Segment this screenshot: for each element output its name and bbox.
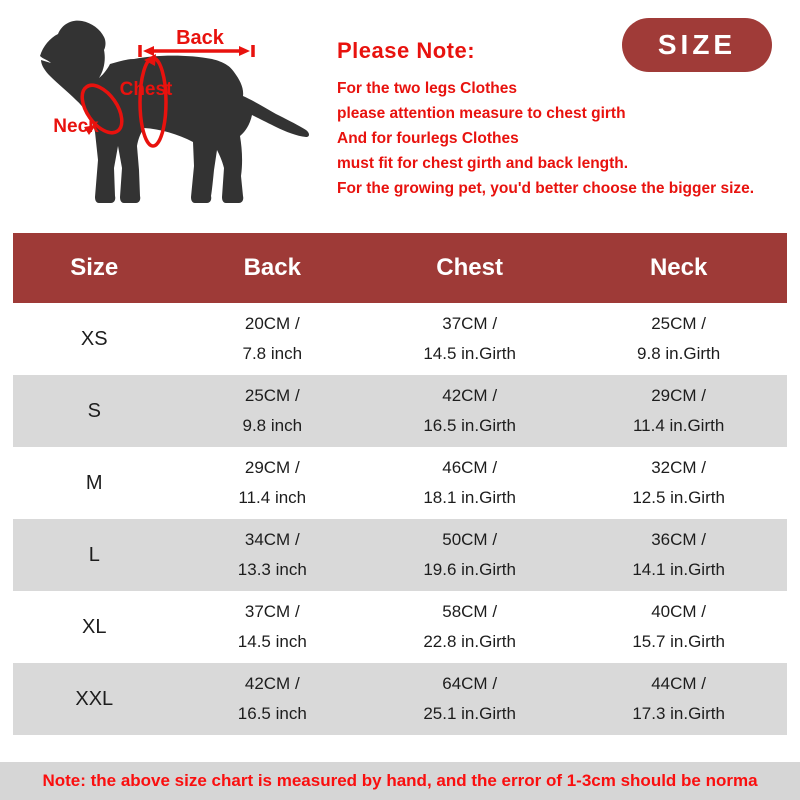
size-cell: [13, 591, 176, 663]
back-cm: 25CM /: [244, 386, 300, 405]
table-row-xl: [13, 591, 787, 663]
neck-inch: 11.4 in.Girth: [632, 416, 725, 435]
chest-label: Chest: [119, 79, 173, 100]
back-cell: [176, 663, 370, 735]
size-table: [13, 233, 787, 735]
table-header-row: [13, 233, 787, 303]
back-label: Back: [176, 27, 224, 49]
header-neck: Neck: [649, 254, 708, 281]
size-cell: [13, 519, 176, 591]
chest-inch: 25.1 in.Girth: [423, 704, 516, 723]
back-cm: 37CM /: [244, 602, 300, 621]
neck-cm: 40CM /: [651, 602, 707, 621]
back-inch: 16.5 inch: [237, 704, 307, 723]
back-cell: [176, 591, 370, 663]
size-cell: [13, 375, 176, 447]
table-row-xxl: [13, 663, 787, 735]
neck-cell: [570, 303, 787, 375]
note-line: And for fourlegs Clothes: [337, 130, 519, 147]
neck-cm: 32CM /: [651, 458, 707, 477]
back-inch: 7.8 inch: [242, 344, 303, 363]
table-row-xs: [13, 303, 787, 375]
size-value: XS: [80, 328, 108, 350]
back-inch: 14.5 inch: [237, 632, 307, 651]
neck-cm: 25CM /: [651, 314, 707, 333]
neck-cm: 44CM /: [651, 674, 707, 693]
table-row-l: [13, 519, 787, 591]
size-value: XL: [82, 616, 107, 638]
back-cell: [176, 375, 370, 447]
back-cm: 42CM /: [244, 674, 300, 693]
header-back: Back: [243, 254, 301, 281]
note-line: must fit for chest girth and back length.: [337, 155, 629, 172]
neck-inch: 17.3 in.Girth: [632, 704, 725, 723]
back-inch: 9.8 inch: [242, 416, 303, 435]
neck-cm: 36CM /: [651, 530, 707, 549]
chest-cm: 37CM /: [442, 314, 498, 333]
chest-inch: 16.5 in.Girth: [423, 416, 516, 435]
header-size: Size: [70, 254, 119, 281]
size-value: M: [85, 472, 103, 494]
size-value: XXL: [75, 688, 114, 710]
note-line: For the two legs Clothes: [337, 80, 517, 97]
chest-cell: [369, 303, 570, 375]
chest-cm: 46CM /: [442, 458, 498, 477]
size-value: L: [88, 544, 100, 566]
neck-label: Neck: [53, 116, 99, 137]
back-inch: 13.3 inch: [237, 560, 307, 579]
chest-cell: [369, 591, 570, 663]
please-note-title: Please Note:: [337, 38, 476, 63]
back-cell: [176, 519, 370, 591]
back-cm: 29CM /: [244, 458, 300, 477]
back-cm: 20CM /: [244, 314, 300, 333]
chest-cm: 58CM /: [442, 602, 498, 621]
header-chest: Chest: [436, 254, 503, 281]
chest-cell: [369, 447, 570, 519]
back-cell: [176, 447, 370, 519]
chest-inch: 18.1 in.Girth: [423, 488, 516, 507]
neck-cm: 29CM /: [651, 386, 707, 405]
back-cm: 34CM /: [244, 530, 300, 549]
chest-inch: 19.6 in.Girth: [423, 560, 516, 579]
chest-cell: [369, 663, 570, 735]
size-cell: [13, 663, 176, 735]
neck-inch: 14.1 in.Girth: [632, 560, 725, 579]
chest-cell: [369, 375, 570, 447]
note-line: For the growing pet, you'd better choose the bigger size.: [337, 180, 755, 197]
chest-inch: 14.5 in.Girth: [423, 344, 516, 363]
chest-cm: 50CM /: [442, 530, 498, 549]
size-cell: [13, 303, 176, 375]
dog-measurement-diagram: [30, 10, 330, 220]
size-badge: [622, 18, 772, 72]
chest-cm: 42CM /: [442, 386, 498, 405]
size-value: S: [87, 400, 101, 422]
table-row-m: [13, 447, 787, 519]
chest-cm: 64CM /: [442, 674, 498, 693]
neck-cell: [570, 375, 787, 447]
back-inch: 11.4 inch: [238, 488, 307, 507]
back-cell: [176, 303, 370, 375]
neck-inch: 12.5 in.Girth: [632, 488, 725, 507]
table-row-s: [13, 375, 787, 447]
neck-cell: [570, 447, 787, 519]
dog-silhouette: [40, 21, 309, 203]
neck-cell: [570, 663, 787, 735]
size-badge-label: SIZE: [657, 29, 737, 60]
footer-note-text: Note: the above size chart is measured by hand, and the error of 1-3cm should be norma: [42, 771, 758, 790]
neck-cell: [570, 591, 787, 663]
footer-note-bar: [0, 762, 800, 800]
neck-inch: 15.7 in.Girth: [632, 632, 725, 651]
size-cell: [13, 447, 176, 519]
chest-cell: [369, 519, 570, 591]
note-line: please attention measure to chest girth: [337, 105, 626, 122]
neck-inch: 9.8 in.Girth: [637, 344, 721, 363]
chest-inch: 22.8 in.Girth: [423, 632, 516, 651]
neck-cell: [570, 519, 787, 591]
